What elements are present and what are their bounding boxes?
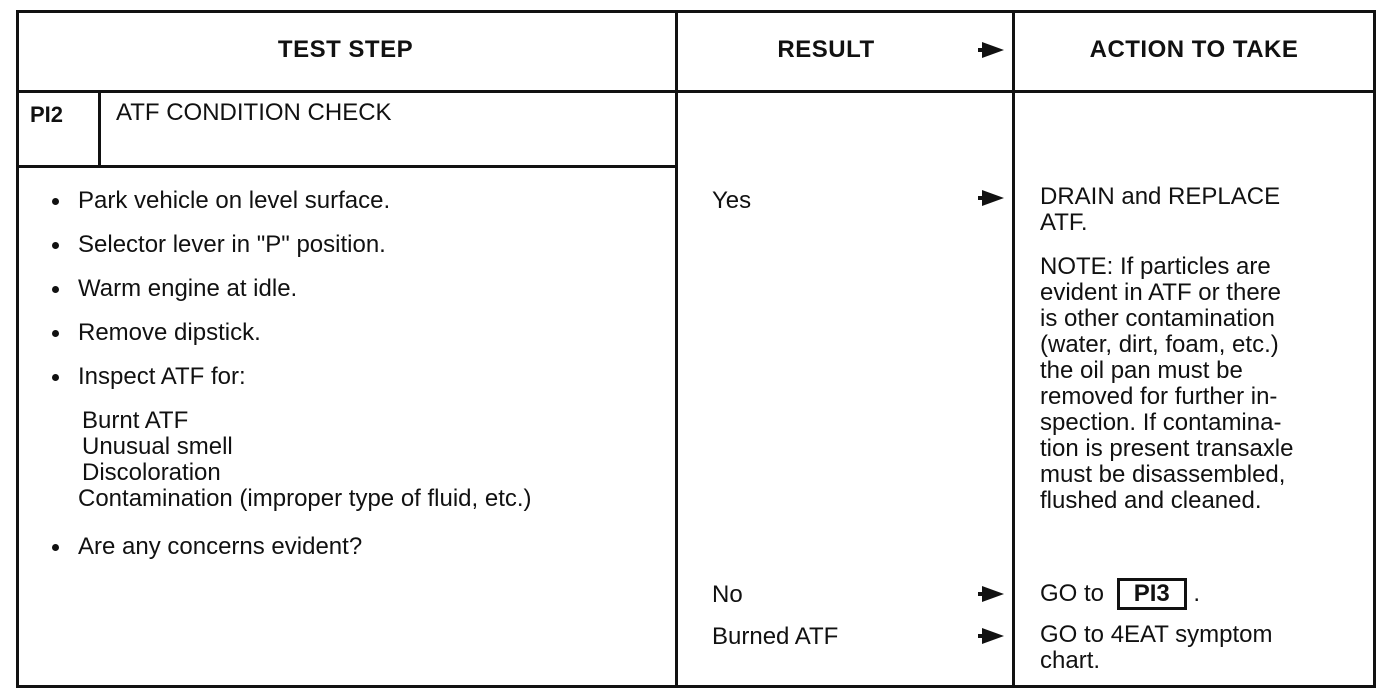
arrow-icon [982,42,1004,58]
header-action: ACTION TO TAKE [1089,36,1299,63]
note-line: flushed and cleaned. [1040,487,1262,514]
note-line: the oil pan must be [1040,357,1243,384]
bullet-item: Remove dipstick. [78,319,261,346]
note-line: is other contamination [1040,305,1275,332]
note-line: must be disassembled, [1040,461,1286,488]
bullet-item: Inspect ATF for: [78,363,246,390]
step-reference-pi3[interactable]: PI3 [1117,578,1187,610]
question: Are any concerns evident? [78,533,363,560]
step-title: ATF CONDITION CHECK [116,99,392,126]
action-line: DRAIN and REPLACE [1040,183,1281,210]
inspect-item: Unusual smell [82,433,233,460]
result-no: No [712,581,743,608]
arrow-icon [982,628,1004,644]
note-line: NOTE: If particles are [1040,253,1271,280]
bullet-item: Park vehicle on level surface. [78,187,391,214]
inspect-item: Burnt ATF [82,407,189,434]
action-line: chart. [1040,647,1101,674]
step-title-divider [16,165,678,168]
bullet-item: Selector lever in "P" position. [78,231,386,258]
header-result: RESULT [777,36,875,63]
note-line: tion is present transaxle [1040,435,1294,462]
arrow-icon [982,190,1004,206]
step-id: PI2 [30,102,64,127]
inspect-item: Contamination (improper type of fluid, etc.) [78,485,532,512]
action-line: ATF. [1040,209,1088,236]
arrow-icon [982,586,1004,602]
action-suffix: . [1193,580,1201,607]
note-line: (water, dirt, foam, etc.) [1040,331,1279,358]
diagnostic-table [16,10,1376,688]
column-divider-action [1012,10,1015,688]
header-divider [16,90,1376,93]
bullet-item: Warm engine at idle. [78,275,298,302]
column-divider-result [675,10,678,688]
note-line: evident in ATF or there [1040,279,1282,306]
result-yes: Yes [712,187,752,214]
action-goto-pi3 [1040,578,1200,610]
inspect-item: Discoloration [82,459,221,486]
step-id-divider [98,90,101,168]
action-line: GO to 4EAT symptom [1040,621,1273,648]
header-test-step: TEST STEP [277,36,414,63]
result-burned-atf: Burned ATF [712,623,839,650]
action-prefix: GO to [1040,580,1105,607]
note-line: removed for further in- [1040,383,1278,410]
note-line: spection. If contamina- [1040,409,1282,436]
